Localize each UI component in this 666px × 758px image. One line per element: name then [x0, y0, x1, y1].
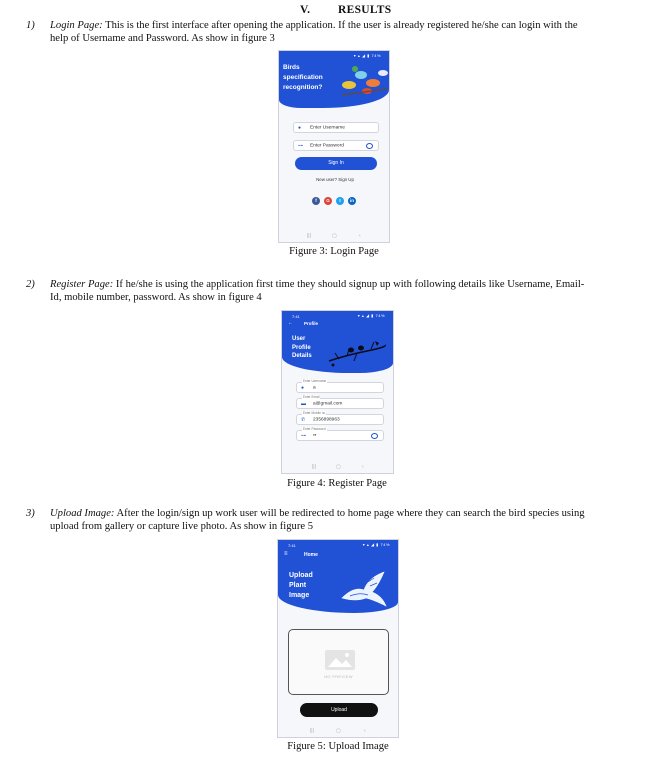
branch-birds-icon: [327, 335, 387, 371]
item-title: Upload Image:: [50, 508, 115, 519]
upload-screenshot: [277, 539, 399, 738]
status-bar: 7:41 ▾ ▴ ◢ ▮ 74%: [292, 313, 385, 319]
upload-button[interactable]: Upload: [300, 703, 378, 717]
android-nav-bar: [282, 461, 393, 473]
signin-button[interactable]: Sign In: [295, 157, 377, 170]
upload-hero-title: Upload Plant Image: [289, 572, 313, 599]
google-icon[interactable]: G: [324, 197, 332, 205]
facebook-icon[interactable]: f: [312, 197, 320, 205]
figure-caption: Figure 3: Login Page: [289, 246, 379, 257]
register-hero-title: User Profile Details: [292, 336, 312, 359]
back-icon: ‹: [359, 233, 361, 239]
no-preview-text: NO PREVIEW: [324, 674, 353, 679]
email-icon: ▬: [301, 400, 306, 407]
username-field[interactable]: Enter Username ● a: [296, 382, 384, 393]
section-title: RESULTS: [338, 4, 392, 16]
back-icon: ‹: [362, 464, 364, 470]
figure-caption: Figure 4: Register Page: [287, 478, 387, 489]
user-icon: ●: [301, 384, 305, 391]
home-icon: ▢: [336, 728, 341, 734]
image-preview-box[interactable]: [288, 629, 389, 695]
paragraph-register: [26, 279, 654, 304]
appbar-title: Home: [304, 552, 318, 558]
mobile-field[interactable]: Enter Mobile no ✆ 2356898963: [296, 414, 384, 425]
item-index: 1): [26, 20, 35, 31]
android-nav-bar: [278, 725, 398, 737]
back-arrow-icon[interactable]: ←: [288, 320, 293, 326]
key-icon: ⊶: [298, 142, 303, 149]
item-index: 3): [26, 508, 35, 519]
item-index: 2): [26, 279, 35, 290]
recents-icon: |||: [307, 233, 311, 239]
user-icon: ●: [298, 124, 302, 131]
back-icon: ‹: [364, 728, 366, 734]
item-title: Register Page:: [50, 279, 114, 290]
phone-icon: ✆: [301, 416, 306, 423]
figure-caption: Figure 5: Upload Image: [287, 741, 389, 752]
recents-icon: |||: [312, 464, 316, 470]
home-icon: ▢: [336, 464, 341, 470]
android-nav-bar: [279, 230, 389, 242]
eye-icon[interactable]: [366, 143, 373, 149]
login-hero-title: Birds specification recognition?: [283, 64, 323, 91]
status-bar: ▾ ▴ ◢ ▮ 74%: [353, 53, 381, 58]
password-input[interactable]: ⊶ Enter Password: [293, 140, 379, 151]
item-text-line2: Id, mobile number, password. As show in figure 4: [50, 291, 262, 303]
item-text-line2: upload from gallery or capture live photo. As show in figure 5: [50, 520, 314, 532]
image-placeholder-icon: [325, 650, 355, 670]
appbar-title: Profile: [304, 321, 319, 326]
eye-icon[interactable]: [371, 433, 378, 439]
item-title: Login Page:: [50, 20, 103, 31]
flying-bird-icon: [338, 568, 390, 610]
paragraph-login: [26, 20, 654, 45]
menu-icon[interactable]: ≡: [284, 551, 288, 557]
password-field[interactable]: Enter Password ⊶ ••: [296, 430, 384, 441]
linkedin-icon[interactable]: in: [350, 198, 354, 203]
signup-link[interactable]: New user? Sign Up: [316, 177, 354, 182]
status-bar: 7:41 ▾ ▴ ◢ ▮ 74%: [288, 542, 390, 548]
email-field[interactable]: Enter Email ▬ a@gmail.com: [296, 398, 384, 409]
item-text-line1: If he/she is using the application first time they should signup up with following details like Username, Email-: [115, 279, 585, 290]
birds-illustration: [339, 61, 389, 99]
item-text-line2: help of Username and Password. As show in figure 3: [50, 32, 275, 44]
home-icon: ▢: [332, 233, 337, 239]
login-screenshot: [278, 50, 390, 243]
register-screenshot: [281, 310, 394, 474]
paragraph-upload: [26, 508, 654, 533]
key-icon: ⊶: [301, 432, 306, 439]
username-input[interactable]: ● Enter Username: [293, 122, 379, 133]
twitter-icon[interactable]: t: [336, 197, 344, 205]
recents-icon: |||: [310, 728, 314, 734]
section-number: V.: [300, 4, 311, 16]
item-text-line1: After the login/sign up work user will be redirected to home page where they can search the bird species using: [116, 508, 585, 519]
item-text-line1: This is the first interface after opening the application. If the user is already registered he/she can login with the: [105, 20, 578, 31]
